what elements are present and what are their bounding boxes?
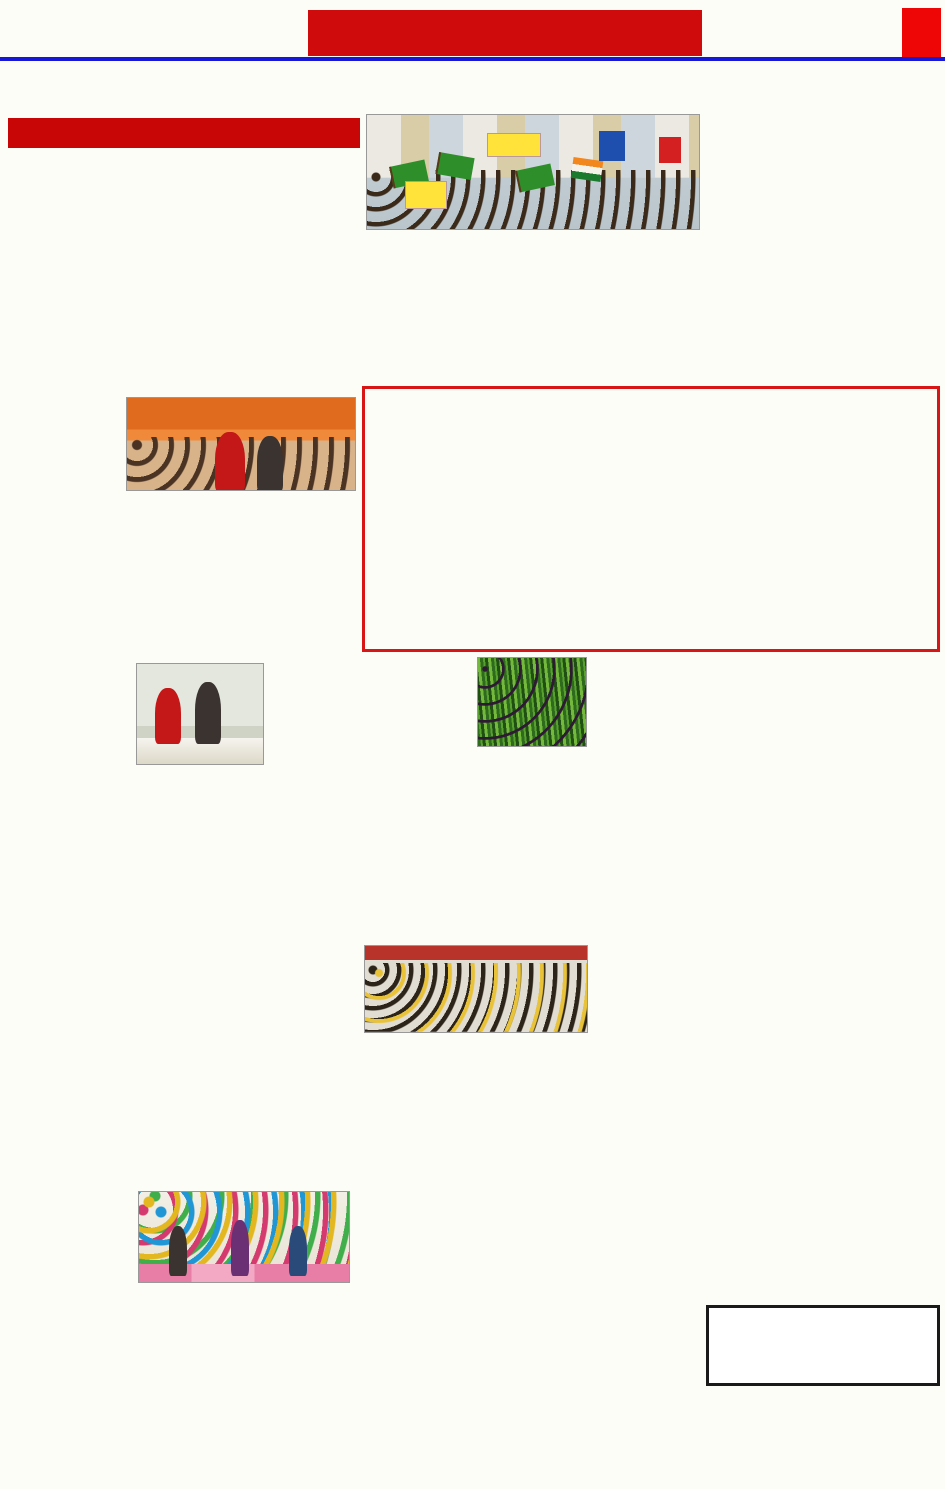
red-banner-icon — [659, 137, 681, 163]
matganana-col2 — [136, 769, 264, 883]
hywa-body — [702, 162, 942, 384]
person-icon — [169, 1226, 187, 1276]
rally-photo — [366, 114, 700, 230]
article-tractor — [8, 940, 240, 1141]
green-flag-icon — [515, 163, 555, 192]
rally-names-columns — [366, 257, 700, 385]
yellow-banner-icon — [487, 133, 541, 157]
matganana-photo — [136, 663, 264, 765]
registration-strip — [8, 1450, 938, 1465]
blue-banner-icon — [599, 131, 625, 161]
smriti-col1 — [8, 399, 120, 611]
river-cols-right — [706, 1191, 940, 1299]
green-flag-icon — [435, 152, 474, 180]
makhdumpur-col1 — [246, 947, 358, 1173]
article-jhajha — [362, 386, 940, 652]
article-scottish — [8, 1186, 350, 1411]
article-hywa — [702, 160, 942, 384]
page-number-badge — [902, 8, 941, 57]
scottish-photo — [138, 1191, 350, 1283]
article-black-paddy — [365, 652, 701, 855]
article-rally — [8, 118, 360, 393]
smriti-photo — [126, 397, 356, 491]
article-river — [590, 1186, 940, 1417]
jhajha-body — [370, 396, 932, 614]
rally-body-columns — [8, 153, 360, 393]
smriti-cols-below-photo — [126, 495, 356, 623]
annapurna-body — [706, 657, 940, 879]
person-in-red-icon — [155, 688, 181, 744]
makhdumpur-cols-below-photo — [364, 1037, 588, 1181]
mobile-thief-body — [272, 662, 360, 874]
edition-banner — [308, 10, 702, 56]
matganana-col1 — [8, 665, 130, 873]
mobile-recovered-body — [715, 1314, 931, 1380]
scottish-col1 — [8, 1193, 132, 1411]
person-in-red-icon — [215, 432, 245, 491]
rally-subhead — [8, 118, 360, 148]
article-makhdumpur — [246, 940, 588, 1181]
taregana-body — [596, 945, 940, 1131]
article-mobile-recovered — [706, 1305, 940, 1386]
makhdumpur-photo — [364, 945, 588, 1033]
black-paddy-col2 — [477, 751, 587, 855]
article-patrol — [356, 1186, 584, 1391]
yellow-banner-icon — [405, 181, 447, 209]
article-annapurna — [706, 652, 940, 879]
black-paddy-col3 — [593, 657, 701, 855]
person-icon — [231, 1220, 249, 1276]
scottish-cols-below-photo — [138, 1287, 350, 1411]
person-icon — [289, 1226, 307, 1276]
patrol-body — [356, 1191, 584, 1391]
black-paddy-photo — [477, 657, 587, 747]
article-mobile-thief — [272, 658, 360, 874]
black-paddy-col1 — [365, 659, 471, 849]
tractor-body — [8, 945, 240, 1141]
person-icon — [195, 682, 221, 744]
article-smriti — [8, 392, 356, 623]
article-taregana — [596, 940, 940, 1131]
river-col1 — [590, 1193, 700, 1417]
header-rule — [0, 57, 945, 61]
article-matganana — [8, 658, 264, 883]
person-icon — [257, 436, 283, 491]
